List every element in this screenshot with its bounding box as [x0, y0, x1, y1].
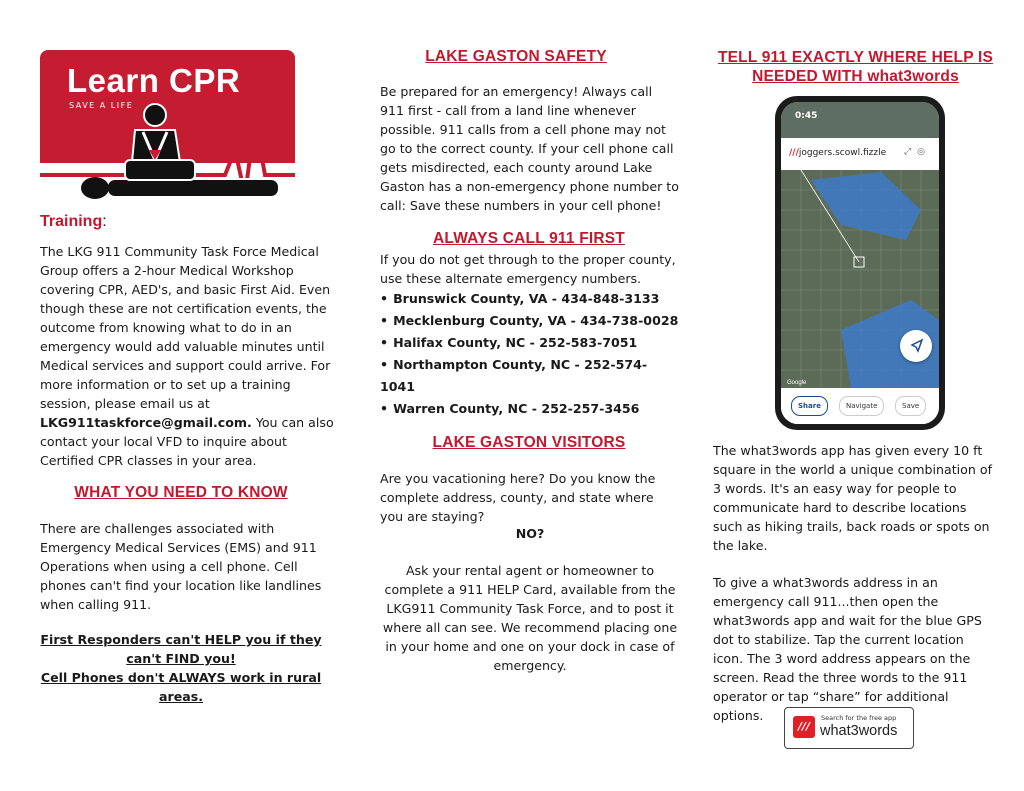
- address-bar: [781, 138, 939, 171]
- alternate-numbers-intro: If you do not get through to the proper county, use these alternate emergency numbers.: [380, 252, 676, 286]
- training-text: The LKG 911 Community Task Force Medical Group offers a 2-hour Medical Workshop covering CPR, AED's, and basic First Aid. Even though these are not certification events, the outcome from knowing what to do in an emergency would add valuable minutes until Medical services and support could arrive. For more information or to set up a training session, please email us at: [40, 244, 331, 411]
- w3w-address: [789, 148, 886, 158]
- training-colon: :: [102, 213, 107, 230]
- what3words-logo-icon: ///: [793, 716, 815, 738]
- status-bar: [781, 102, 939, 138]
- phone-action-bar: [781, 388, 939, 424]
- first-responders-note: [40, 630, 322, 706]
- visitors-question: Are you vacationing here? Do you know the complete address, county, and state where you are staying?: [380, 471, 656, 524]
- training-title-text: Training: [40, 213, 103, 230]
- training-email: LKG911taskforce@gmail.com.: [40, 415, 252, 430]
- location-arrow-icon: [900, 330, 932, 362]
- address-words: joggers.scowl.fizzle: [798, 148, 887, 158]
- current-location-button[interactable]: [900, 330, 932, 362]
- what-you-need-body: There are challenges associated with Emergency Medical Services (EMS) and 911 Operations when using a cell phone. Cell phones can't find your location like landlines when calling 911.: [40, 521, 322, 612]
- note-line-1: First Responders can't HELP you if they can't FIND you!: [40, 632, 322, 666]
- training-heading: [40, 213, 107, 231]
- banner-title: Learn CPR: [67, 62, 241, 99]
- county-number-item: • Warren County, NC - 252-257-3456: [380, 398, 680, 420]
- tell-911-heading: TELL 911 EXACTLY WHERE HELP IS NEEDED WITH what3words: [717, 49, 994, 85]
- share-button[interactable]: Share: [791, 396, 828, 416]
- map-attribution: Google: [787, 380, 807, 386]
- training-text-after: You can also contact your local VFD to inquire about Certified CPR classes in your area.: [40, 415, 334, 468]
- lake-gaston-safety-heading: LAKE GASTON SAFETY: [425, 48, 607, 65]
- county-number-item: • Northampton County, NC - 252-574-1041: [380, 354, 680, 398]
- phone-screen: [781, 102, 939, 424]
- navigate-button[interactable]: Navigate: [839, 396, 884, 416]
- badge-app-name: what3words: [820, 723, 898, 739]
- visitors-no: NO?: [515, 526, 545, 541]
- always-call-heading: ALWAYS CALL 911 FIRST: [433, 230, 625, 247]
- status-time: 0:45: [795, 111, 818, 121]
- banner-subtitle: SAVE A LIFE: [69, 101, 134, 110]
- address-slashes: ///: [789, 148, 799, 158]
- voice-icon: ◎: [917, 147, 931, 157]
- training-body: [40, 242, 336, 470]
- county-number-item: • Mecklenburg County, VA - 434-738-0028: [380, 310, 680, 332]
- learn-cpr-banner: [40, 50, 295, 202]
- note-line-2: Cell Phones don't ALWAYS work in rural areas.: [40, 670, 322, 704]
- phone-mockup: [775, 96, 945, 430]
- what3words-description: The what3words app has given every 10 ft square in the world a unique combination of 3 words. It's an easy way for people to communicate hard to describe locations such as hiking trails, back roads or spots on the lake.: [713, 443, 993, 553]
- county-number-item: • Brunswick County, VA - 434-848-3133: [380, 288, 680, 310]
- lake-gaston-safety-body: Be prepared for an emergency! Always call 911 first - call from a land line whenever possible. 911 calls from a cell phone may not go to the correct county. If your cell phone call gets misdirected, each county around Lake Gaston has a non-emergency phone number to call: Save these numbers in your cell phone!: [380, 84, 679, 213]
- what3words-app-badge[interactable]: [784, 707, 914, 749]
- address-actions: [904, 147, 931, 157]
- what3words-instructions: To give a what3words address in an emergency call 911...then open the what3words app and wait for the blue GPS dot to stabilize. Tap the current location icon. The 3 word address appears on the screen. Read the three words to the 911 operator or tap “share” for additional options.: [713, 575, 982, 723]
- what-you-need-heading: WHAT YOU NEED TO KNOW: [74, 484, 288, 501]
- county-number-item: • Halifax County, NC - 252-583-7051: [380, 332, 680, 354]
- expand-icon: ⤢: [903, 147, 918, 157]
- visitors-body: Ask your rental agent or homeowner to complete a 911 HELP Card, available from the LKG911 Community Task Force, and to post it where all can see. We recommend placing one in your home and one on your dock in case of emergency.: [382, 563, 678, 673]
- county-numbers-list: [380, 288, 680, 420]
- save-button[interactable]: Save: [895, 396, 926, 416]
- visitors-heading: LAKE GASTON VISITORS: [432, 434, 626, 451]
- badge-search-text: Search for the free app: [821, 714, 897, 722]
